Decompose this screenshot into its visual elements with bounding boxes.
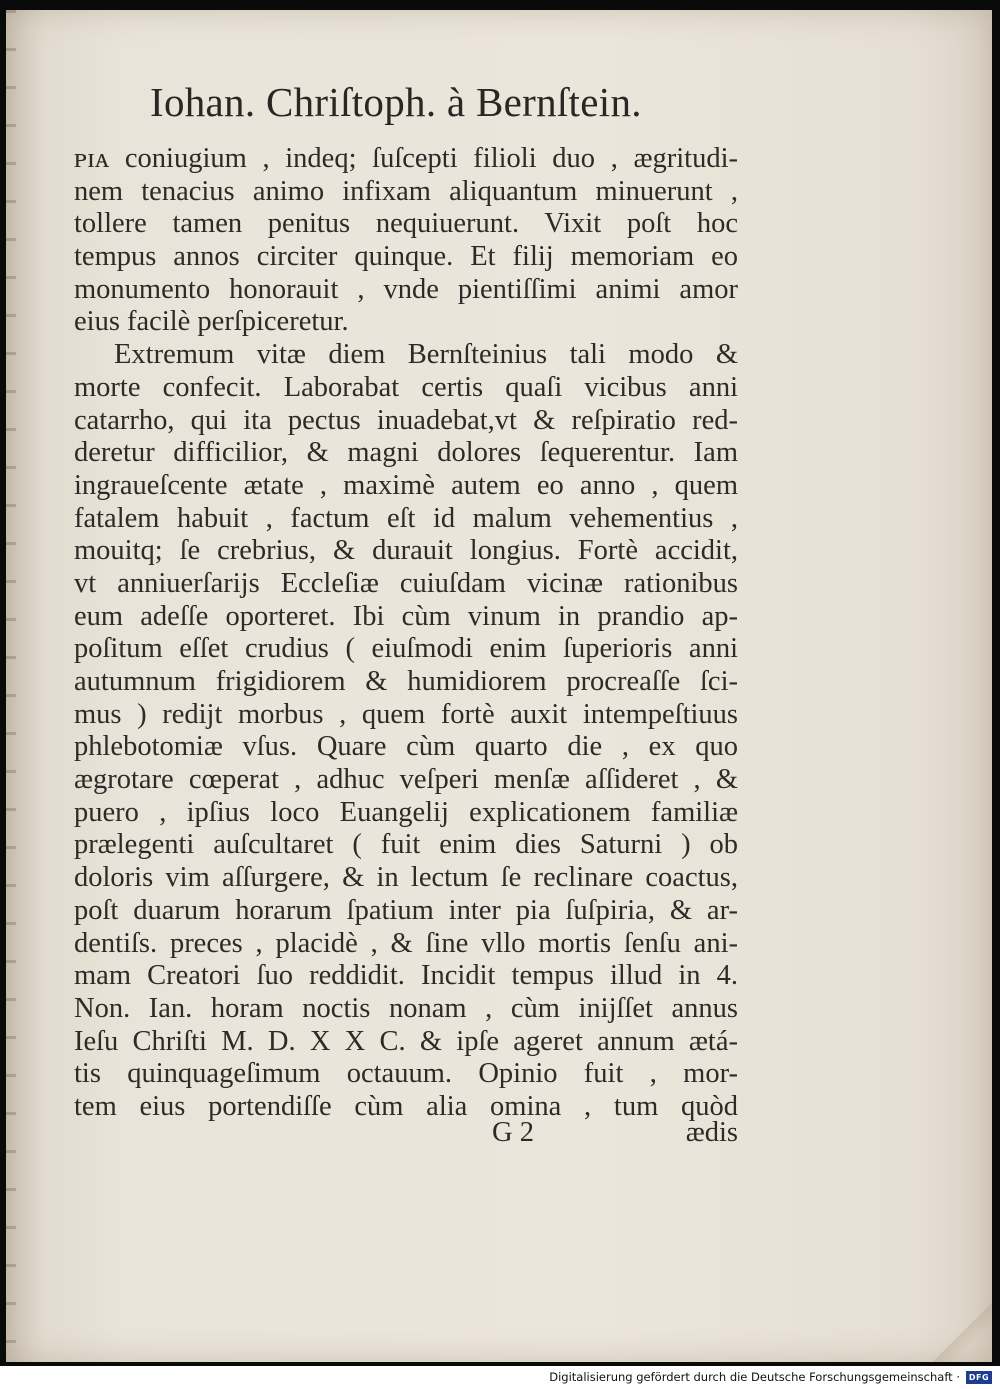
signature-mark: G 2 — [492, 1117, 534, 1148]
text-line: dentiſs. preces , placidè , & ſine vllo mortis ſenſu ani- — [74, 927, 738, 959]
page-corner — [932, 1302, 992, 1362]
page-foot — [74, 1117, 738, 1151]
text-line: fatalem habuit , factum eſt id malum vehementius , — [74, 502, 738, 534]
running-head: Iohan. Chriſtoph. à Bernſtein. — [150, 79, 642, 125]
text-line: eius facilè perſpiceretur. — [74, 306, 349, 338]
text-line: autumnum frigidiorem & humidiorem procreaſſe ſci- — [74, 666, 738, 697]
text-line: eum adeſſe oporteret. Ibi cùm vinum in prandio ap- — [74, 600, 738, 632]
page-edge — [6, 10, 16, 1362]
text-line: Non. Ian. horam noctis nonam , cùm inijſſet annus — [74, 992, 738, 1024]
text-line: deretur difficilior, & magni dolores ſequerentur. Iam — [74, 437, 738, 469]
text-line: poſitum eſſet crudius ( eiuſmodi enim ſuperioris anni — [74, 633, 738, 665]
text-line: tis quinquageſimum octauum. Opinio fuit , mor- — [74, 1058, 738, 1090]
text-line: tollere tamen penitus nequiuerunt. Vixit poſt hoc — [74, 208, 738, 240]
text-line: catarrho, qui ita pectus inuadebat,vt & reſpiratio red- — [74, 404, 738, 436]
text-line: tem eius portendiſſe cùm alia omina , tum quòd — [74, 1090, 738, 1122]
text-line: mouitq; ſe crebrius, & durauit longius. Fortè accidit, — [74, 535, 738, 567]
catchword: ædis — [685, 1117, 738, 1148]
text-line: mus ) redijt morbus , quem fortè auxit intempeſtiuus — [74, 698, 738, 730]
text-line: vt anniuerſarijs Eccleſiæ cuiuſdam vicinæ rationibus — [74, 567, 738, 599]
digitization-footer — [0, 1366, 1000, 1389]
footer-credit: Digitalisierung gefördert durch die Deutsche Forschungsgemeinschaft · — [549, 1370, 960, 1384]
body-text — [74, 143, 738, 1124]
text-line: phlebotomiæ vſus. Quare cùm quarto die , ex quo — [74, 731, 738, 763]
text-line: prælegenti auſcultaret ( fuit enim dies Saturni ) ob — [74, 829, 738, 861]
text-line: ingraueſcente ætate , maximè autem eo anno , quem — [74, 469, 738, 501]
text-line: puero , ipſius loco Euangelij explicationem familiæ — [74, 796, 738, 828]
dfg-logo-icon: DFG — [966, 1371, 992, 1384]
text-line: Extremum vitæ diem Bernſteinius tali modo & — [114, 339, 738, 371]
text-line: poſt duarum horarum ſpatium inter pia ſuſpiria, & ar- — [74, 894, 738, 926]
text-line: ᴘɪᴀ coniugium , indeq; ſuſcepti filioli duo , ægritudi- — [74, 143, 738, 174]
text-line: mam Creatori ſuo reddidit. Incidit tempus illud in 4. — [74, 960, 738, 992]
text-line: tempus annos circiter quinque. Et filij memoriam eo — [74, 241, 738, 273]
text-line: morte confecit. Laborabat certis quaſi vicibus anni — [74, 371, 738, 403]
text-line: nem tenacius animo infixam aliquantum minuerunt , — [74, 175, 738, 207]
text-line: doloris vim aſſurgere, & in lectum ſe reclinare coactus, — [74, 862, 738, 894]
text-line: ægrotare cœperat , adhuc veſperi menſæ aſſideret , & — [74, 764, 738, 796]
text-line: Ieſu Chriſti M. D. X X C. & ipſe ageret annum ætá- — [74, 1025, 738, 1057]
text-line: monumento honorauit , vnde pientiſſimi animi amor — [74, 273, 738, 305]
